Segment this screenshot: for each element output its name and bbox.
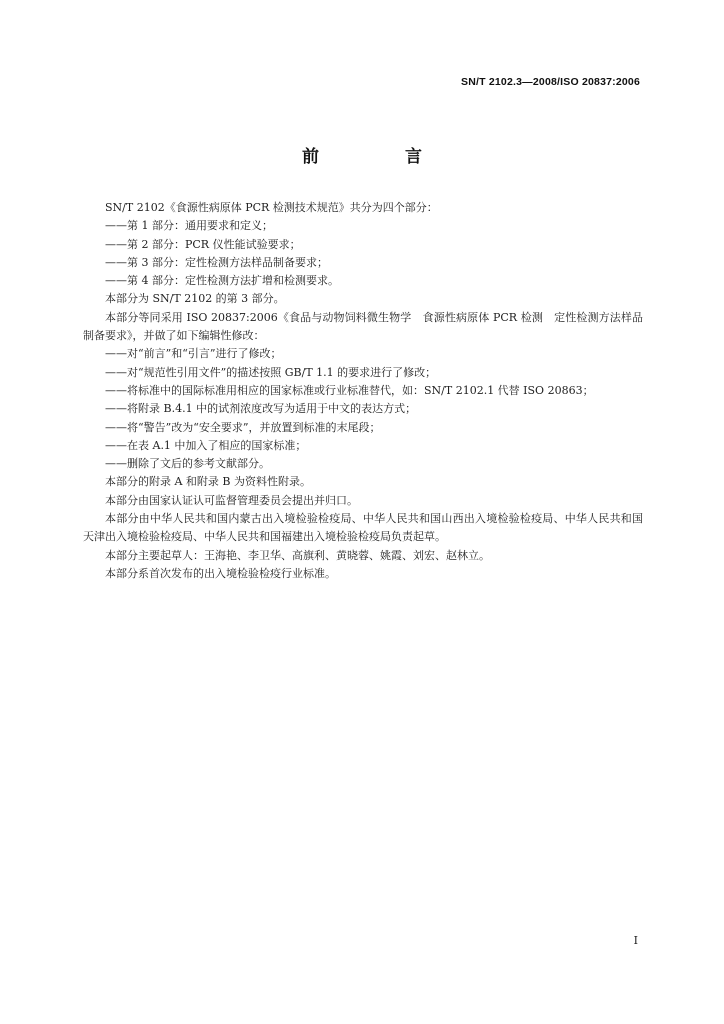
paragraph-intro: SN/T 2102《食源性病原体 PCR 检测技术规范》共分为四个部分： [105,201,438,214]
list-item-edit-7: ——删除了文后的参考文献部分。 [105,457,270,471]
foreword-body [83,199,643,583]
paragraph-this-part: 本部分为 SN/T 2102 的第 3 部分。 [105,292,285,306]
list-item-part-2: ——第 2 部分：PCR 仪性能试验要求； [105,237,301,251]
list-item-part-4: ——第 4 部分：定性检测方法扩增和检测要求。 [105,274,339,288]
list-item-edit-6: ——在表 A.1 中加入了相应的国家标准； [105,438,307,452]
list-item-edit-4: ——将附录 B.4.1 中的试剂浓度改写为适用于中文的表达方式； [105,402,417,416]
list-item-edit-2: ——对“规范性引用文件”的描述按照 GB/T 1.1 的要求进行了修改； [105,365,437,379]
standard-code: SN/T 2102.3—2008/ISO 20837:2006 [461,76,640,88]
paragraph-drafting-units: 本部分由中华人民共和国内蒙古出入境检验检疫局、中华人民共和国山西出入境检验检疫局、中华人民共和国天津出入境检验检疫局、中华人民共和国福建出入境检验检疫局负责起草。 [83,512,643,544]
paragraph-drafters: 本部分主要起草人：王海艳、李卫华、高旗利、黄晓蓉、姚霞、刘宏、赵林立。 [105,548,490,562]
list-item-part-3: ——第 3 部分：定性检测方法样品制备要求； [105,255,328,269]
page-number: I [633,934,638,947]
list-item-part-1: ——第 1 部分：通用要求和定义； [105,219,273,233]
paragraph-proposer: 本部分由国家认证认可监督管理委员会提出并归口。 [105,493,358,507]
paragraph-annexes: 本部分的附录 A 和附录 B 为资料性附录。 [105,475,312,489]
list-item-edit-5: ——将“警告”改为“安全要求”，并放置到标准的末尾段； [105,420,381,434]
paragraph-equivalence: 本部分等同采用 ISO 20837:2006《食品与动物饲料微生物学 食源性病原体 PCR 检测 定性检测方法样品制备要求》，并做了如下编辑性修改： [83,310,643,343]
list-item-edit-1: ——对“前言”和“引言”进行了修改； [105,347,282,361]
page-title: 前 言 [302,147,462,167]
list-item-edit-3: ——将标准中的国际标准用相应的国家标准或行业标准替代，如：SN/T 2102.1 代替 ISO 20863； [105,383,594,397]
paragraph-first-issue: 本部分系首次发布的出入境检验检疫行业标准。 [105,566,336,580]
